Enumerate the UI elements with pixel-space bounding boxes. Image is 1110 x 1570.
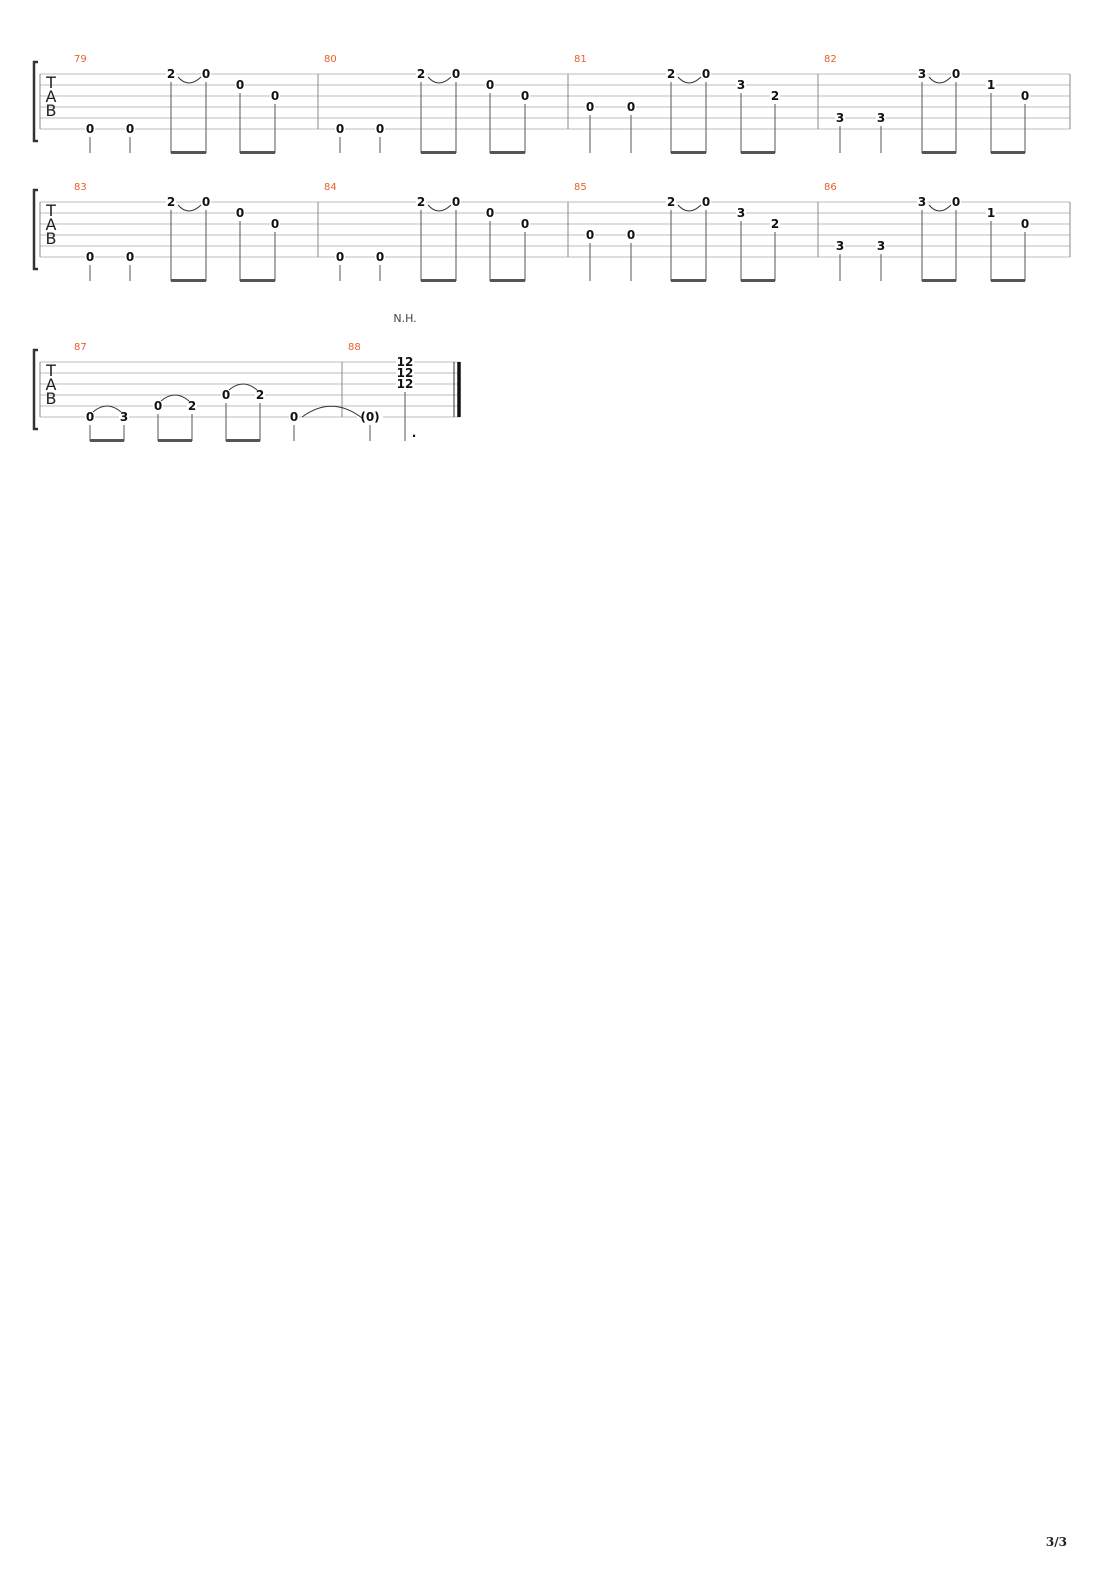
fret-number: 0 (626, 100, 636, 114)
fret-number: 3 (736, 78, 746, 92)
fret-number: 0 (375, 122, 385, 136)
fret-number: 0 (153, 399, 163, 413)
fret-number: 2 (666, 195, 676, 209)
measure-number: 79 (74, 54, 87, 65)
fret-number: 3 (876, 239, 886, 253)
beam (671, 151, 706, 154)
fret-number: 2 (770, 89, 780, 103)
beam (171, 151, 206, 154)
system-bracket (34, 62, 38, 141)
fret-number: 0 (585, 100, 595, 114)
measure-number: 82 (824, 54, 837, 65)
fret-number: 3 (835, 111, 845, 125)
tie (302, 406, 362, 418)
measure-number: 87 (74, 342, 87, 353)
measure-number: 84 (324, 182, 337, 193)
fret-number: (0) (360, 410, 380, 424)
beam (421, 151, 456, 154)
tab-clef-letter-a: A (45, 375, 57, 394)
fret-number: 2 (255, 388, 265, 402)
fret-number: 2 (166, 195, 176, 209)
beam (991, 279, 1025, 282)
beam (922, 279, 956, 282)
measure-number: 88 (348, 342, 361, 353)
beam (490, 151, 525, 154)
tab-clef-letter-t: T (46, 73, 56, 92)
measure-number: 83 (74, 182, 87, 193)
fret-number: 0 (270, 217, 280, 231)
fret-number: 12 (396, 377, 414, 391)
fret-number: 1 (986, 78, 996, 92)
slur (678, 77, 701, 83)
fret-number: 0 (235, 78, 245, 92)
fret-number: 0 (701, 67, 711, 81)
slur (678, 205, 701, 211)
tab-clef-letter-a: A (45, 87, 57, 106)
page-number: 3/3 (1045, 1535, 1067, 1549)
beam (158, 439, 192, 442)
beam (741, 279, 775, 282)
beam (171, 279, 206, 282)
fret-number: 3 (876, 111, 886, 125)
fret-number: 3 (917, 67, 927, 81)
slur (178, 77, 201, 83)
beam (226, 439, 260, 442)
fret-number: 2 (416, 195, 426, 209)
slur (161, 395, 189, 401)
measure-number: 85 (574, 182, 587, 193)
fret-number: 3 (835, 239, 845, 253)
slur (428, 205, 451, 211)
fret-number: 2 (416, 67, 426, 81)
fret-number: 0 (221, 388, 231, 402)
fret-number: 0 (485, 206, 495, 220)
beam (741, 151, 775, 154)
fret-number: 0 (951, 67, 961, 81)
fret-number: 0 (85, 122, 95, 136)
fret-number: 0 (451, 195, 461, 209)
fret-number: 0 (125, 250, 135, 264)
tab-system (34, 62, 1070, 154)
fret-number: 2 (166, 67, 176, 81)
fret-number: 0 (626, 228, 636, 242)
system-bracket (34, 350, 38, 429)
fret-number: 3 (736, 206, 746, 220)
dotted-note-dot: . (411, 426, 417, 440)
fret-number: 0 (85, 250, 95, 264)
measure-number: 86 (824, 182, 837, 193)
slur (929, 205, 951, 211)
slur (93, 406, 121, 412)
fret-number: 3 (917, 195, 927, 209)
system-bracket (34, 190, 38, 269)
tab-system (34, 190, 1070, 282)
fret-number: 2 (666, 67, 676, 81)
fret-number: 0 (335, 122, 345, 136)
fret-number: 0 (520, 89, 530, 103)
beam (991, 151, 1025, 154)
tab-clef-letter-t: T (46, 361, 56, 380)
beam (240, 151, 275, 154)
fret-number: 0 (375, 250, 385, 264)
fret-number: 0 (201, 195, 211, 209)
fret-number: 0 (1020, 89, 1030, 103)
slur (929, 77, 951, 83)
tab-clef-letter-a: A (45, 215, 57, 234)
measure-number: 81 (574, 54, 587, 65)
fret-number: 12 (396, 355, 414, 369)
slur (428, 77, 451, 83)
beam (240, 279, 275, 282)
beam (922, 151, 956, 154)
beam (421, 279, 456, 282)
beam (90, 439, 124, 442)
fret-number: 0 (485, 78, 495, 92)
fret-number: 0 (289, 410, 299, 424)
fret-number: 2 (770, 217, 780, 231)
fret-number: 0 (520, 217, 530, 231)
beam (671, 279, 706, 282)
fret-number: 0 (201, 67, 211, 81)
fret-number: 12 (396, 366, 414, 380)
fret-number: 0 (85, 410, 95, 424)
slur (229, 384, 257, 390)
fret-number: 0 (951, 195, 961, 209)
fret-number: 0 (235, 206, 245, 220)
fret-number: 0 (270, 89, 280, 103)
tab-clef-letter-b: B (45, 101, 57, 120)
beam (490, 279, 525, 282)
tab-clef-letter-b: B (45, 229, 57, 248)
fret-number: 3 (119, 410, 129, 424)
tab-clef-letter-b: B (45, 389, 57, 408)
fret-number: 0 (585, 228, 595, 242)
slur (178, 205, 201, 211)
fret-number: 1 (986, 206, 996, 220)
fret-number: 0 (125, 122, 135, 136)
tab-clef-letter-t: T (46, 201, 56, 220)
measure-number: 80 (324, 54, 337, 65)
fret-number: 0 (1020, 217, 1030, 231)
fret-number: 0 (335, 250, 345, 264)
fret-number: 0 (451, 67, 461, 81)
fret-number: 0 (701, 195, 711, 209)
natural-harmonic-label: N.H. (393, 312, 417, 325)
fret-number: 2 (187, 399, 197, 413)
